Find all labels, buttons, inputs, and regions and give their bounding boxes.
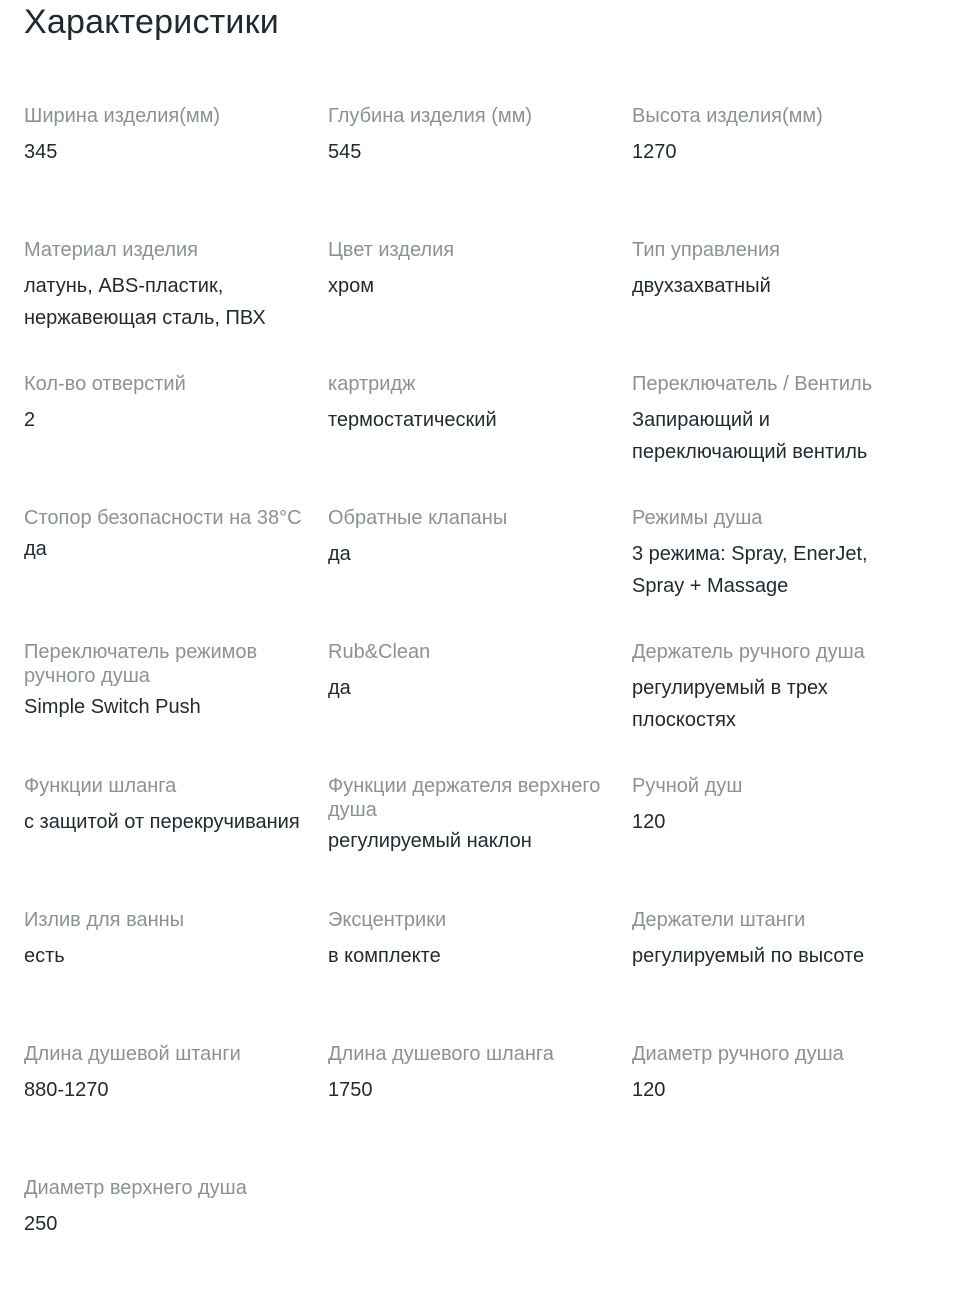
spec-item-hose-length	[328, 1042, 632, 1176]
spec-item-check-valves	[328, 506, 632, 640]
spec-item-hand-shower-holder	[632, 640, 936, 774]
spec-value: 880-1270	[24, 1079, 109, 1101]
spec-label: Стопор безопасности на 38°C	[24, 507, 302, 529]
spec-value: в комплекте	[328, 945, 441, 967]
spec-item-switch-valve	[632, 372, 936, 506]
page-title: Характеристики	[24, 3, 279, 41]
spec-item-height	[632, 104, 936, 238]
spec-item-bath-spout	[24, 908, 328, 1042]
spec-value: регулируемый наклон	[328, 830, 532, 852]
spec-label: Длина душевого шланга	[328, 1043, 554, 1065]
spec-label: Тип управления	[632, 239, 780, 261]
spec-item-rail-holders	[632, 908, 936, 1042]
spec-item-material	[24, 238, 328, 372]
spec-item-depth	[328, 104, 632, 238]
spec-label: Эксцентрики	[328, 909, 447, 931]
spec-item-width	[24, 104, 328, 238]
spec-item-rail-length	[24, 1042, 328, 1176]
spec-value: 250	[24, 1213, 58, 1235]
spec-item-hand-shower	[632, 774, 936, 908]
spec-value: регулируемый по высоте	[632, 945, 865, 967]
spec-value: двухзахватный	[632, 275, 771, 297]
spec-label: Переключатель / Вентиль	[632, 373, 873, 395]
spec-label: Глубина изделия (мм)	[328, 105, 533, 127]
spec-value: 1270	[632, 141, 677, 163]
spec-value: 120	[632, 1079, 666, 1101]
spec-value: да	[24, 538, 47, 560]
spec-value: 545	[328, 141, 362, 163]
spec-label: Цвет изделия	[328, 239, 455, 261]
spec-value: латунь, ABS-пластик, нержавеющая сталь, ПВХ	[24, 275, 266, 329]
spec-item-rub-clean	[328, 640, 632, 774]
spec-label: Держатели штанги	[632, 909, 806, 931]
spec-item-hand-shower-diameter	[632, 1042, 936, 1176]
spec-label: Rub&Clean	[328, 641, 431, 663]
spec-label: Излив для ванны	[24, 909, 185, 931]
spec-value: да	[328, 543, 351, 565]
spec-value: Simple Switch Push	[24, 696, 201, 718]
spec-item-cartridge	[328, 372, 632, 506]
spec-value: 3 режима: Spray, EnerJet, Spray + Massage	[632, 543, 868, 597]
spec-value: есть	[24, 945, 65, 967]
spec-label: Высота изделия(мм)	[632, 105, 823, 127]
spec-label: Ширина изделия(мм)	[24, 105, 221, 127]
spec-item-holes-count	[24, 372, 328, 506]
spec-label: Переключатель режимов ручного душа	[24, 641, 258, 687]
spec-label: Кол-во отверстий	[24, 373, 186, 395]
spec-value: хром	[328, 275, 374, 297]
spec-label: Держатель ручного душа	[632, 641, 865, 663]
spec-item-eccentrics	[328, 908, 632, 1042]
spec-item-control-type	[632, 238, 936, 372]
specifications-grid	[24, 104, 944, 1310]
spec-label: Режимы душа	[632, 507, 763, 529]
spec-label: Функции шланга	[24, 775, 177, 797]
spec-item-overhead-holder	[328, 774, 632, 908]
spec-item-overhead-diameter	[24, 1176, 328, 1310]
spec-label: Обратные клапаны	[328, 507, 508, 529]
spec-item-hose-functions	[24, 774, 328, 908]
spec-value: 345	[24, 141, 58, 163]
spec-label: Диаметр ручного душа	[632, 1043, 844, 1065]
spec-value: с защитой от перекручивания	[24, 811, 300, 833]
spec-label: картридж	[328, 373, 416, 395]
spec-label: Длина душевой штанги	[24, 1043, 241, 1065]
spec-label: Материал изделия	[24, 239, 198, 261]
spec-label: Функции держателя верхнего душа	[328, 775, 601, 821]
spec-item-color	[328, 238, 632, 372]
spec-label: Диаметр верхнего душа	[24, 1177, 247, 1199]
spec-value: регулируемый в трех плоскостях	[632, 677, 828, 731]
spec-value: Запирающий и переключающий вентиль	[632, 409, 868, 463]
spec-value: да	[328, 677, 351, 699]
spec-label: Ручной душ	[632, 775, 743, 797]
spec-value: 1750	[328, 1079, 373, 1101]
spec-value: термостатический	[328, 409, 497, 431]
spec-value: 120	[632, 811, 666, 833]
spec-value: 2	[24, 409, 36, 431]
spec-item-safety-stop	[24, 506, 328, 640]
spec-item-hand-shower-switch	[24, 640, 328, 774]
spec-item-shower-modes	[632, 506, 936, 640]
